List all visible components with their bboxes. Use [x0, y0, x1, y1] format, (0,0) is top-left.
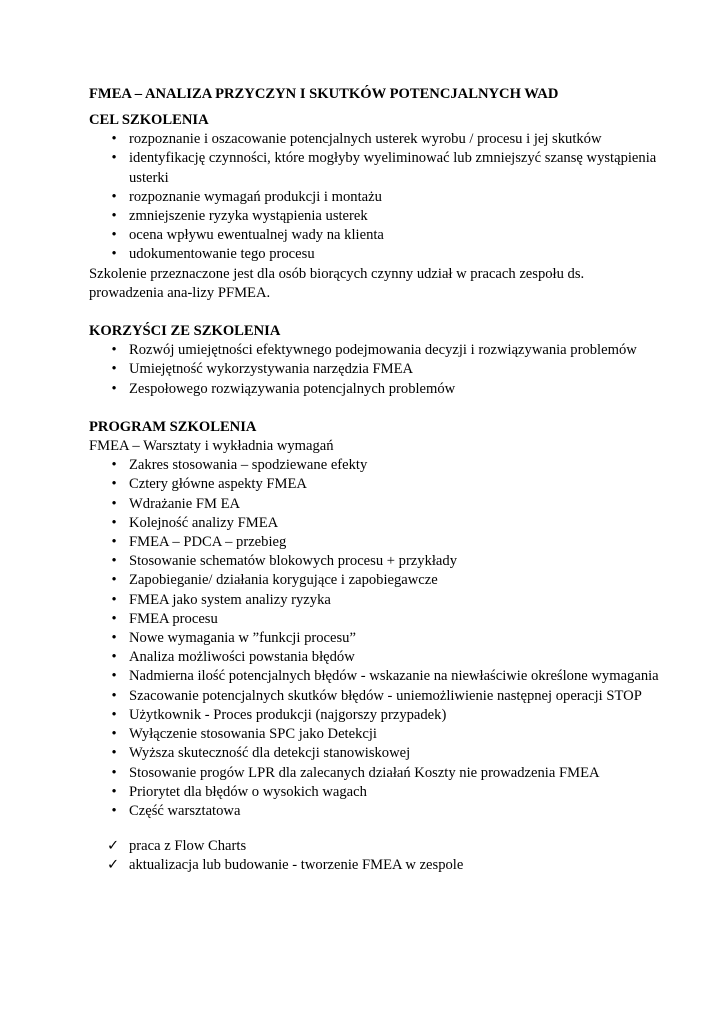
list-item — [89, 648, 659, 667]
bullet-icon: • — [111, 649, 117, 666]
bullet-icon: • — [111, 572, 117, 589]
spacer — [89, 399, 659, 418]
list-item — [89, 667, 659, 686]
bullet-icon: • — [111, 457, 117, 474]
list-item-text: ocena wpływu ewentualnej wady na klienta — [129, 227, 384, 244]
list-item-text: Stosowanie schematów blokowych procesu + przykłady — [129, 553, 458, 570]
bullet-icon: • — [111, 668, 117, 685]
check-list — [89, 837, 659, 875]
list-item — [89, 360, 659, 379]
list-item-text: Zespołowego rozwiązywania potencjalnych problemów — [129, 380, 456, 397]
list-item — [89, 552, 659, 571]
list-item — [89, 130, 659, 149]
bullet-icon: • — [111, 342, 117, 359]
section-cel — [89, 111, 659, 303]
list-item — [89, 533, 659, 552]
bullet-icon: • — [111, 150, 117, 167]
document-title: FMEA – ANALIZA PRZYCZYN I SKUTKÓW POTENCJALNYCH WAD — [89, 86, 559, 102]
list-item — [89, 764, 659, 783]
list-item — [89, 456, 659, 475]
spacer — [89, 821, 659, 837]
list-item-text: Zapobieganie/ działania korygujące i zapobiegawcze — [129, 572, 438, 589]
list-item-text: Kolejność analizy FMEA — [129, 514, 279, 531]
bullet-icon: • — [111, 706, 117, 723]
bullet-icon: • — [111, 802, 117, 819]
program-list — [89, 456, 659, 821]
bullet-icon: • — [111, 783, 117, 800]
bullet-icon: • — [111, 227, 117, 244]
section-korzysci — [89, 322, 659, 399]
list-item-text: Nadmierna ilość potencjalnych błędów - wskazanie na niewłaściwie określone wymagania — [129, 668, 659, 685]
list-item-text: Cztery główne aspekty FMEA — [129, 476, 307, 493]
korzysci-list — [89, 341, 659, 399]
list-item — [89, 571, 659, 590]
list-item — [89, 591, 659, 610]
list-item — [89, 188, 659, 207]
bullet-icon: • — [111, 361, 117, 378]
program-intro: FMEA – Warsztaty i wykładnia wymagań — [89, 438, 334, 455]
bullet-icon: • — [111, 246, 117, 263]
bullet-icon: • — [111, 514, 117, 531]
list-item-text: Wyłączenie stosowania SPC jako Detekcji — [129, 726, 377, 743]
list-item — [89, 226, 659, 245]
list-item — [89, 744, 659, 763]
bullet-icon: • — [111, 764, 117, 781]
bullet-icon: • — [111, 726, 117, 743]
bullet-icon: • — [111, 745, 117, 762]
list-item-text: FMEA procesu — [129, 610, 218, 627]
list-item-text: Stosowanie progów LPR dla zalecanych działań Koszty nie prowadzenia FMEA — [129, 764, 600, 781]
list-item-text: udokumentowanie tego procesu — [129, 246, 315, 263]
list-item-text: Zakres stosowania – spodziewane efekty — [129, 457, 368, 474]
list-item-text: Część warsztatowa — [129, 802, 241, 819]
bullet-icon: • — [111, 630, 117, 647]
list-item — [89, 629, 659, 648]
check-item-text: praca z Flow Charts — [129, 838, 247, 855]
list-item-text: Wdrażanie FM EA — [129, 495, 241, 512]
bullet-icon: • — [111, 591, 117, 608]
list-item — [89, 495, 659, 514]
bullet-icon: • — [111, 495, 117, 512]
list-item-text: Wyższa skuteczność dla detekcji stanowiskowej — [129, 745, 411, 762]
bullet-icon: • — [111, 208, 117, 225]
bullet-icon: • — [111, 476, 117, 493]
cel-list — [89, 130, 659, 264]
section-heading-program: PROGRAM SZKOLENIA — [89, 418, 257, 435]
list-item-text: rozpoznanie i oszacowanie potencjalnych usterek wyrobu / procesu i jej skutków — [129, 131, 602, 148]
check-item — [89, 837, 659, 856]
checkmark-icon: ✓ — [107, 838, 120, 855]
check-item-text: aktualizacja lub budowanie - tworzenie FMEA w zespole — [129, 857, 464, 874]
list-item — [89, 610, 659, 629]
document-page — [89, 82, 659, 876]
check-item — [89, 856, 659, 875]
section-heading-cel: CEL SZKOLENIA — [89, 112, 209, 128]
list-item — [89, 475, 659, 494]
list-item-text: zmniejszenie ryzyka wystąpienia usterek — [129, 208, 368, 225]
bullet-icon: • — [111, 188, 117, 205]
list-item — [89, 725, 659, 744]
bullet-icon: • — [111, 687, 117, 704]
list-item — [89, 706, 659, 725]
checkmark-icon: ✓ — [107, 857, 120, 874]
cel-note: Szkolenie przeznaczone jest dla osób biorących czynny udział w pracach zespołu ds. prowadzenia ana-lizy PFMEA. — [89, 265, 585, 301]
list-item — [89, 802, 659, 821]
list-item — [89, 514, 659, 533]
list-item — [89, 783, 659, 802]
list-item — [89, 245, 659, 264]
list-item — [89, 149, 659, 187]
list-item — [89, 207, 659, 226]
list-item-text: Użytkownik - Proces produkcji (najgorszy przypadek) — [129, 706, 447, 723]
list-item — [89, 380, 659, 399]
list-item-text: Priorytet dla błędów o wysokich wagach — [129, 783, 367, 800]
bullet-icon: • — [111, 534, 117, 551]
list-item-text: FMEA – PDCA – przebieg — [129, 534, 287, 551]
section-program — [89, 418, 659, 876]
bullet-icon: • — [111, 610, 117, 627]
section-heading-korzysci: KORZYŚCI ZE SZKOLENIA — [89, 323, 281, 340]
list-item-text: FMEA jako system analizy ryzyka — [129, 591, 331, 608]
list-item-text: identyfikację czynności, które mogłyby wyeliminować lub zmniejszyć szansę wystąpienia usterki — [129, 150, 657, 186]
spacer — [89, 303, 659, 322]
list-item-text: rozpoznanie wymagań produkcji i montażu — [129, 188, 382, 205]
bullet-icon: • — [111, 553, 117, 570]
bullet-icon: • — [111, 380, 117, 397]
list-item-text: Umiejętność wykorzystywania narzędzia FMEA — [129, 361, 414, 378]
list-item — [89, 341, 659, 360]
list-item-text: Nowe wymagania w ”funkcji procesu” — [129, 630, 356, 647]
list-item — [89, 687, 659, 706]
list-item-text: Rozwój umiejętności efektywnego podejmowania decyzji i rozwiązywania problemów — [129, 342, 637, 359]
bullet-icon: • — [111, 131, 117, 148]
list-item-text: Szacowanie potencjalnych skutków błędów - uniemożliwienie następnej operacji STOP — [129, 687, 642, 704]
list-item-text: Analiza możliwości powstania błędów — [129, 649, 355, 666]
